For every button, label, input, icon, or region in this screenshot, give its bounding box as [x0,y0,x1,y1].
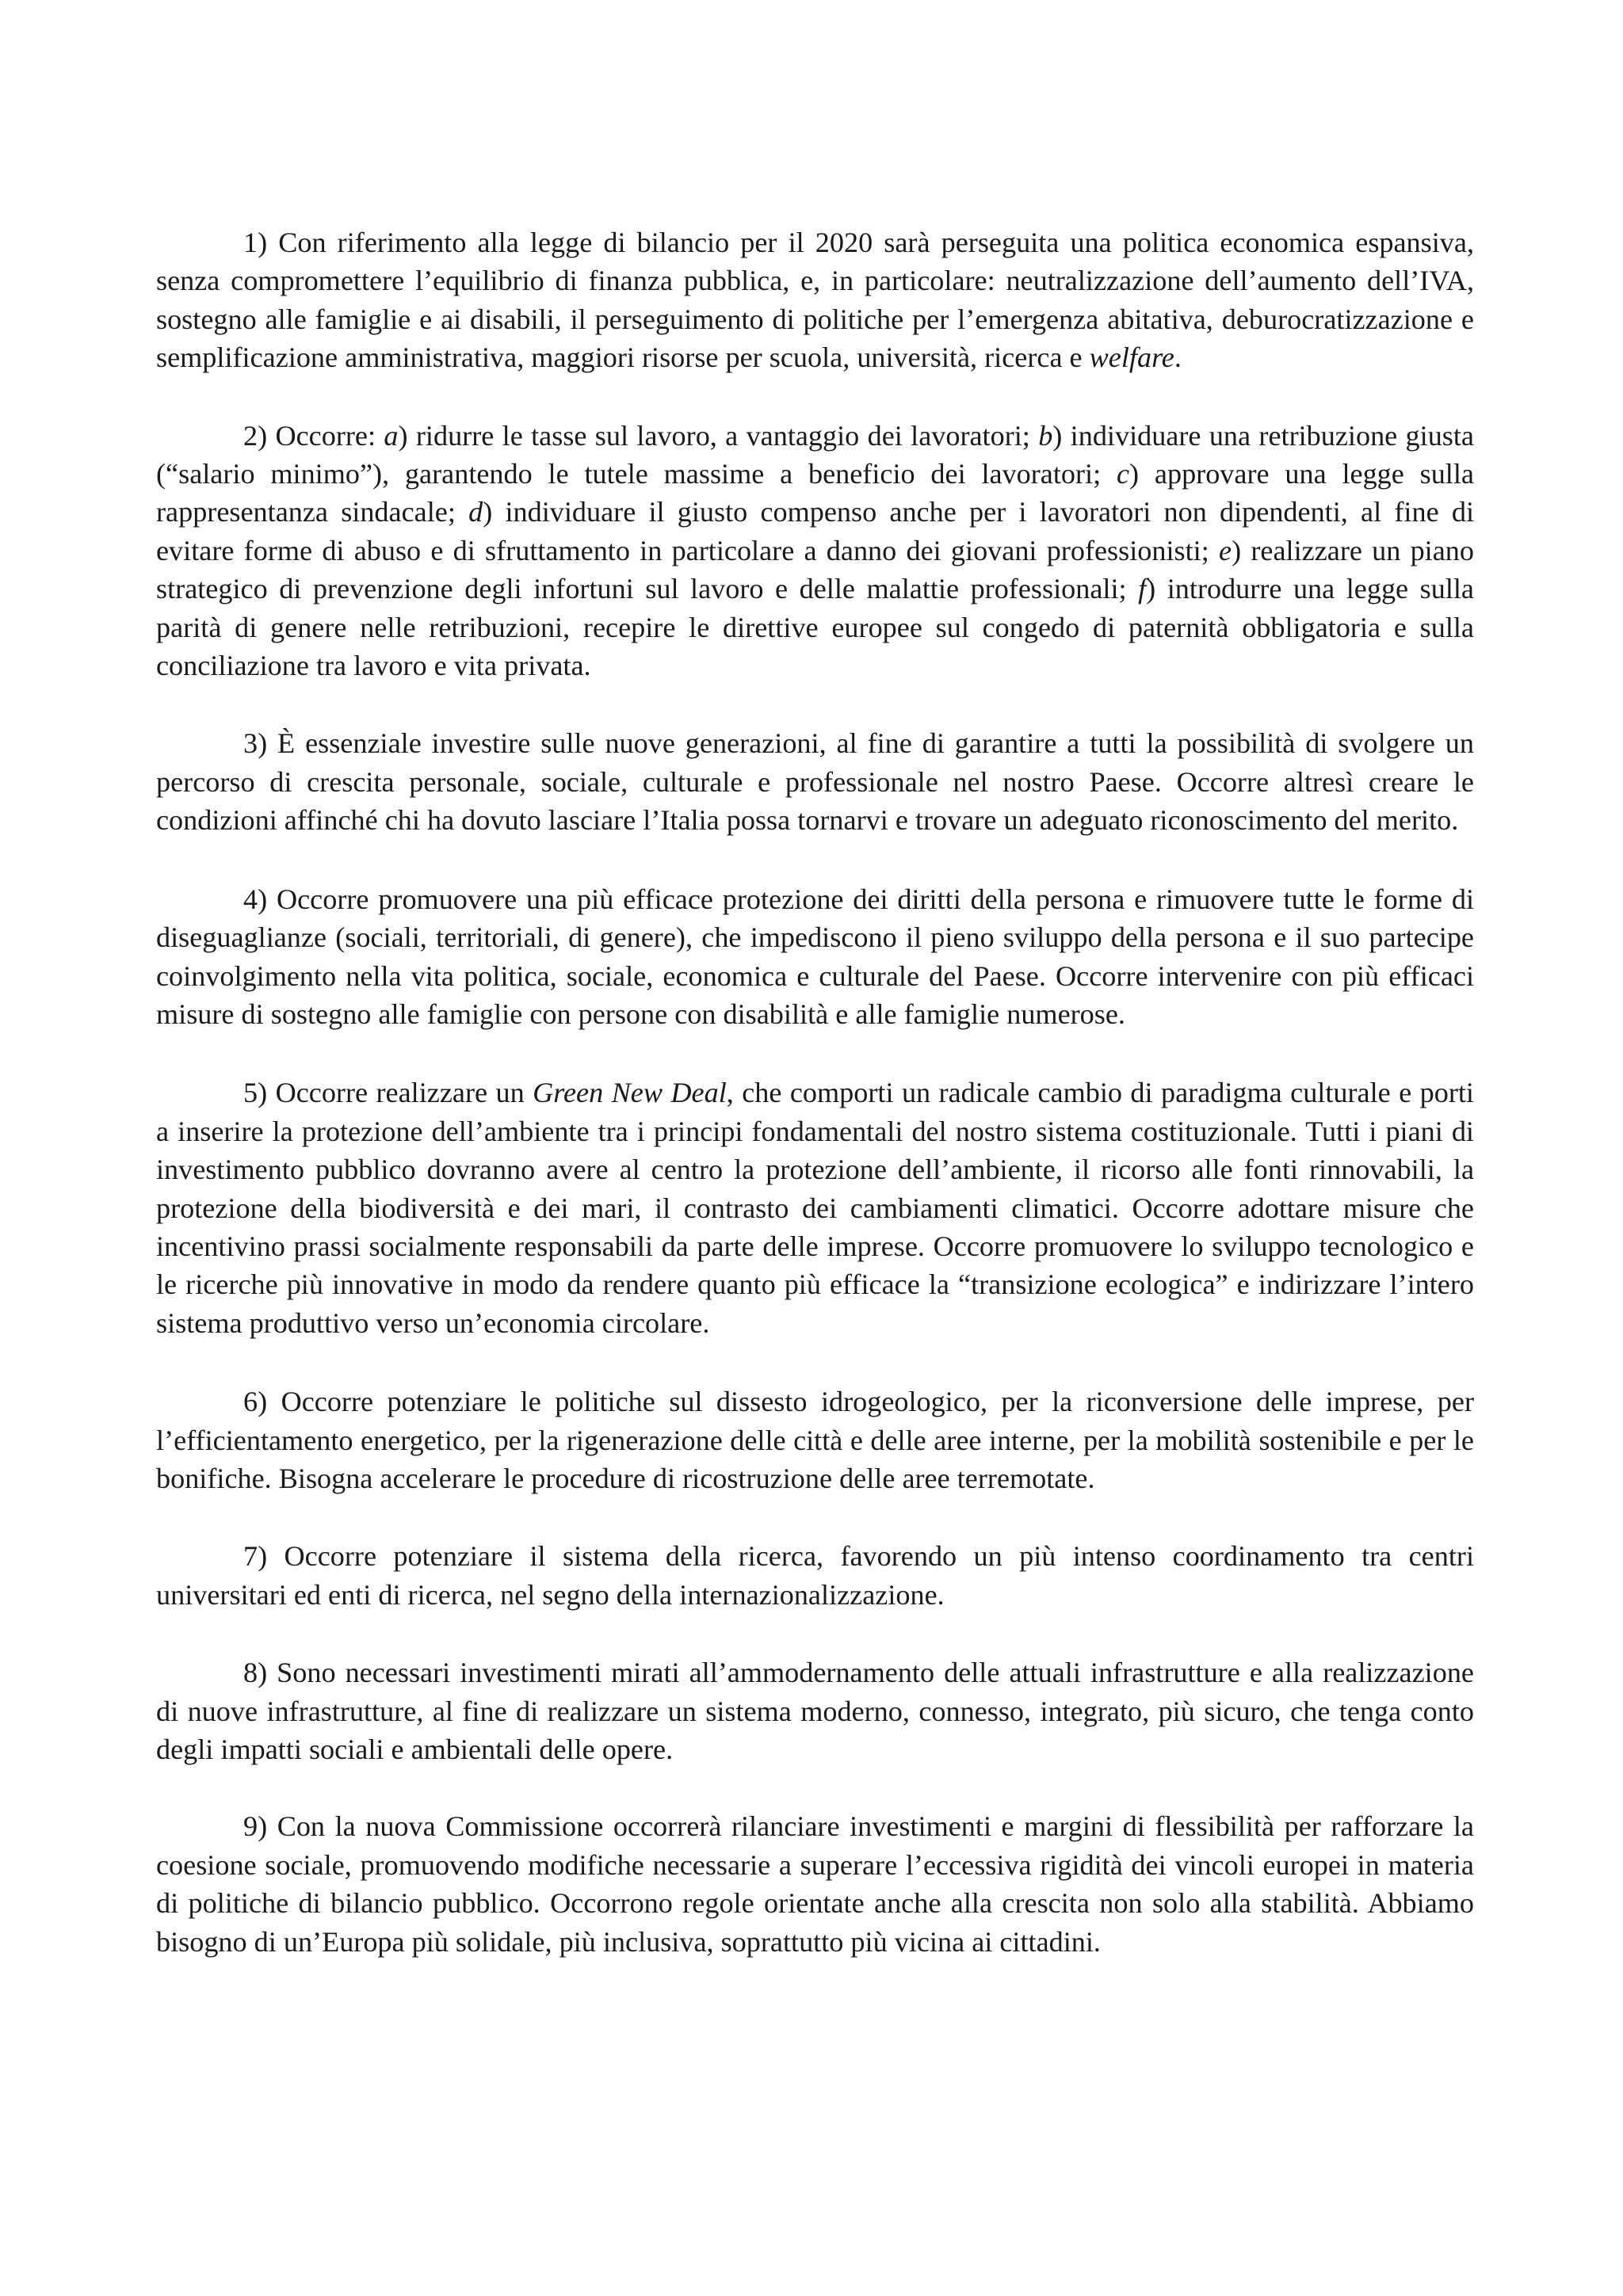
paragraph-2-letter-c: c [1116,458,1130,490]
paragraph-5-text: 5) Occorre realizzare un [243,1077,533,1109]
paragraph-2-text: ) introdurre una legge sulla parità di genere nelle retribuzioni, recepire le direttive europee sul congedo di paternità obbligatoria e sulla conciliazione tra lavoro e vita privata. [156,573,1474,682]
paragraph-8-text: 8) Sono necessari investimenti mirati all’ammodernamento delle attuali infrastrutture e alla realizzazione di nuove infrastrutture, al fine di realizzare un sistema moderno, connesso, integrato, più sicuro, che tenga conto degli impatti sociali e ambientali delle opere. [156,1657,1474,1765]
paragraph-2-text: ) approvare una legge sulla rappresentanza sindacale; [156,458,1474,528]
paragraph-2-text: ) individuare una retribuzione giusta (“salario minimo”), garantendo le tutele massime a beneficio dei lavoratori; [156,419,1474,490]
paragraph-1-text: 1) Con riferimento alla legge di bilancio per il 2020 sarà perseguita una politica economica espansiva, senza compromettere l’equilibrio di finanza pubblica, e, in particolare: neutralizzazione dell’aumento dell’IVA, sostegno alle famiglie e ai disabili, il perseguimento di politiche per l’emergenza abitativa, deburocratizzazione e semplificazione amministrativa, maggiori risorse per scuola, università, ricerca e [156,227,1474,374]
paragraph-5-text: , che comporti un radicale cambio di paradigma culturale e porti a inserire la protezione dell’ambiente tra i principi fondamentali del nostro sistema costituzionale. Tutti i piani di investimento pubblico dovranno avere al centro la protezione dell’ambiente, il ricorso alle fonti rinnovabili, la protezione della biodiversità e dei mari, il contrasto dei cambiamenti climatici. Occorre adottare misure che incentivino prassi socialmente responsabili da parte delle imprese. Occorre promuovere lo sviluppo tecnologico e le ricerche più innovative in modo da rendere quanto più efficace la “transizione ecologica” e indirizzare l’intero sistema produttivo verso un’economia circolare. [156,1077,1474,1339]
paragraph-1-text-end: . [1174,341,1182,374]
paragraph-3 [156,724,1474,839]
paragraph-2-letter-f: f [1138,573,1147,605]
paragraph-4 [156,880,1474,1034]
paragraph-2-letter-b: b [1038,419,1053,452]
paragraph-2-text: ) individuare il giusto compenso anche per i lavoratori non dipendenti, al fine di evitare forme di abuso e di sfruttamento in particolare a danno dei giovani professionisti; [156,496,1474,566]
paragraph-4-text: 4) Occorre promuovere una più efficace protezione dei diritti della persona e rimuovere tutte le forme di diseguaglianze (sociali, territoriali, di genere), che impediscono il pieno sviluppo della persona e il suo partecipe coinvolgimento nella vita politica, sociale, economica e culturale del Paese. Occorre intervenire con più efficaci misure di sostegno alle famiglie con persone con disabilità e alle famiglie numerose. [156,883,1474,1030]
paragraph-2-letter-a: a [384,419,399,452]
paragraph-2-text: ) ridurre le tasse sul lavoro, a vantaggio dei lavoratori; [398,419,1039,452]
document-page [156,223,1474,1961]
paragraph-2 [156,417,1474,685]
paragraph-5-italic-green-new-deal: Green New Deal [533,1077,727,1109]
paragraph-9 [156,1807,1474,1961]
paragraph-7-text: 7) Occorre potenziare il sistema della ricerca, favorendo un più intenso coordinamento tra centri universitari ed enti di ricerca, nel segno della internazionalizzazione. [156,1540,1474,1611]
paragraph-5 [156,1074,1474,1342]
paragraph-1 [156,223,1474,377]
paragraph-6-text: 6) Occorre potenziare le politiche sul dissesto idrogeologico, per la riconversione delle imprese, per l’efficientamento energetico, per la rigenerazione delle città e delle aree interne, per la mobilità sostenibile e per le bonifiche. Bisogna accelerare le procedure di ricostruzione delle aree terremotate. [156,1386,1474,1494]
paragraph-2-text: ) realizzare un piano strategico di prevenzione degli infortuni sul lavoro e delle malattie professionali; [156,534,1474,605]
paragraph-2-letter-e: e [1219,534,1232,566]
paragraph-9-text: 9) Con la nuova Commissione occorrerà rilanciare investimenti e margini di flessibilità per rafforzare la coesione sociale, promuovendo modifiche necessarie a superare l’eccessiva rigidità dei vincoli europei in materia di politiche di bilancio pubblico. Occorrono regole orientate anche alla crescita non solo alla stabilità. Abbiamo bisogno di un’Europa più solidale, più inclusiva, soprattutto più vicina ai cittadini. [156,1810,1474,1958]
paragraph-2-letter-d: d [468,496,483,528]
paragraph-1-italic-welfare: welfare [1089,341,1174,374]
paragraph-3-text: 3) È essenziale investire sulle nuove generazioni, al fine di garantire a tutti la possibilità di svolgere un percorso di crescita personale, sociale, culturale e professionale nel nostro Paese. Occorre altresì creare le condizioni affinché chi ha dovuto lasciare l’Italia possa tornarvi e trovare un adeguato riconoscimento del merito. [156,727,1474,837]
paragraph-6 [156,1383,1474,1497]
paragraph-2-text: 2) Occorre: [243,419,384,452]
paragraph-7 [156,1537,1474,1614]
paragraph-8 [156,1653,1474,1768]
